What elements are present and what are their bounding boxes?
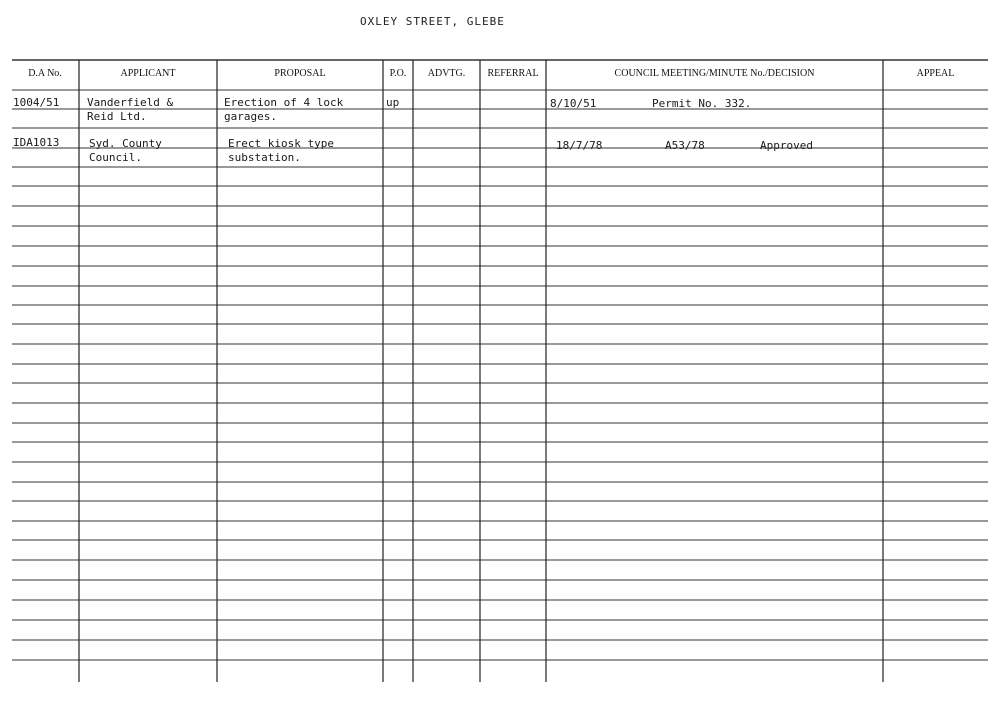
header-appeal: APPEAL (916, 68, 955, 79)
header-po: P.O. (389, 68, 407, 79)
header-applicant: APPLICANT (120, 68, 176, 79)
meeting-date: 8/10/51 (550, 97, 597, 110)
applicant-line-2: Reid Ltd. (87, 110, 147, 123)
applicant-line-1: Syd. County (89, 137, 162, 150)
decision-text: Permit No. 332. (652, 97, 752, 110)
da-number: IDA1013 (13, 136, 60, 149)
da-number: 1004/51 (13, 96, 60, 109)
meeting-date: 18/7/78 (556, 139, 603, 152)
proposal-line-2: garages. (224, 110, 277, 123)
minute-number: A53/78 (665, 139, 705, 152)
street-title: OXLEY STREET, GLEBE (360, 15, 505, 28)
po-value: up (386, 96, 400, 109)
header-referral: REFERRAL (487, 68, 539, 79)
header-advtg: ADVTG. (427, 68, 466, 79)
applicant-line-2: Council. (89, 151, 142, 164)
proposal-line-2: substation. (228, 151, 301, 164)
proposal-line-1: Erect kiosk type (228, 137, 334, 150)
decision-text: Approved (760, 139, 813, 152)
header-da-no: D.A No. (28, 68, 62, 79)
header-council: COUNCIL MEETING/MINUTE No./DECISION (614, 68, 815, 79)
header-proposal: PROPOSAL (274, 68, 326, 79)
applicant-line-1: Vanderfield & (87, 96, 174, 109)
proposal-line-1: Erection of 4 lock (224, 96, 344, 109)
